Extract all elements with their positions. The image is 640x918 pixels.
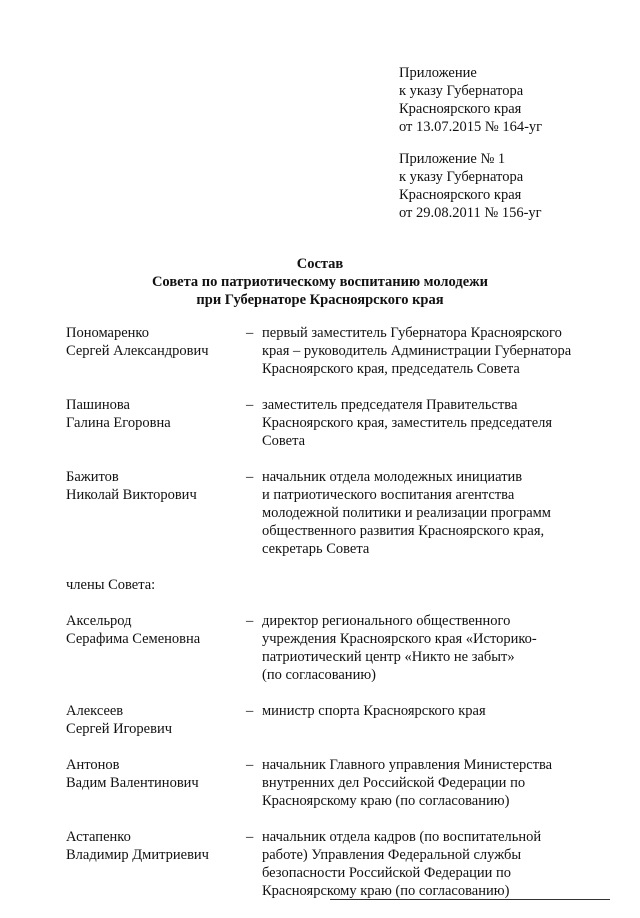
title-line: при Губернаторе Красноярского края (196, 292, 444, 308)
dash-separator: – (246, 829, 254, 845)
member-name (66, 324, 246, 378)
position-line: края – руководитель Администрации Губернатора (262, 343, 572, 359)
member-name (66, 828, 246, 900)
member-entry (66, 756, 626, 810)
position-line: начальник Главного управления Министерства (262, 757, 553, 773)
position-line: начальник отдела кадров (по воспитательной (262, 829, 542, 845)
member-entry (66, 396, 626, 450)
position-line: начальник отдела молодежных инициатив (262, 469, 523, 485)
appendix-line: Красноярского края (399, 101, 522, 117)
position-line: секретарь Совета (262, 541, 370, 557)
appendix-line: от 13.07.2015 № 164-уг (399, 119, 543, 135)
appendix-line: Красноярского края (399, 187, 522, 203)
position-line: молодежной политики и реализации программ (262, 505, 551, 521)
member-position (262, 756, 562, 810)
appendix-line: к указу Губернатора (399, 83, 524, 99)
scan-edge-line (330, 899, 610, 900)
position-line: министр спорта Красноярского края (262, 703, 486, 719)
position-line: Красноярского края, заместитель председателя (262, 415, 553, 431)
member-name (66, 702, 246, 738)
member-surname: Пономаренко (66, 325, 149, 341)
position-line: Красноярскому краю (по согласованию) (262, 793, 510, 809)
position-line: Красноярского края, председатель Совета (262, 361, 520, 377)
position-line: Совета (262, 433, 306, 449)
member-given-name: Владимир Дмитриевич (66, 847, 209, 863)
member-given-name: Сергей Александрович (66, 343, 209, 359)
member-given-name: Николай Викторович (66, 487, 197, 503)
member-surname: Алексеев (66, 703, 124, 719)
title-line: Совета по патриотическому воспитанию молодежи (151, 274, 489, 290)
member-entry (66, 702, 626, 738)
position-line: заместитель председателя Правительства (262, 397, 518, 413)
position-line: и патриотического воспитания агентства (262, 487, 515, 503)
members-section-label: члены Совета: (66, 577, 156, 593)
appendix-line: к указу Губернатора (399, 169, 524, 185)
member-given-name: Вадим Валентинович (66, 775, 199, 791)
appendix-line: от 29.08.2011 № 156-уг (399, 205, 542, 221)
member-entry (66, 324, 626, 378)
member-surname: Астапенко (66, 829, 131, 845)
member-entry (66, 468, 626, 558)
council-composition-list (66, 324, 626, 918)
member-entry (66, 828, 626, 900)
member-given-name: Серафима Семеновна (66, 631, 201, 647)
member-position (262, 324, 572, 378)
dash-separator: – (246, 757, 254, 773)
dash-separator: – (246, 703, 254, 719)
position-line: учреждения Красноярского края «Историко- (262, 631, 537, 647)
dash-separator: – (246, 613, 254, 629)
position-line: Красноярскому краю (по согласованию) (262, 883, 510, 899)
appendix-block-current (399, 64, 629, 136)
member-position (262, 396, 562, 450)
position-line: работе) Управления Федеральной службы (262, 847, 522, 863)
member-surname: Пашинова (66, 397, 130, 413)
dash-separator: – (246, 325, 254, 341)
member-position (262, 702, 562, 738)
position-line: первый заместитель Губернатора Красноярского (262, 325, 562, 341)
member-surname: Бажитов (66, 469, 119, 485)
member-name (66, 612, 246, 684)
document-title (0, 255, 640, 309)
member-position (262, 468, 562, 558)
title-line: Состав (296, 256, 344, 272)
appendix-block-original (399, 150, 629, 222)
member-surname: Антонов (66, 757, 120, 773)
appendix-line: Приложение (399, 65, 477, 81)
member-position (262, 828, 562, 900)
position-line: внутренних дел Российской Федерации по (262, 775, 526, 791)
dash-separator: – (246, 469, 254, 485)
position-line: безопасности Российской Федерации по (262, 865, 512, 881)
appendix-line: Приложение № 1 (399, 151, 506, 167)
dash-separator: – (246, 397, 254, 413)
member-position (262, 612, 562, 684)
member-given-name: Галина Егоровна (66, 415, 171, 431)
member-surname: Аксельрод (66, 613, 132, 629)
position-line: общественного развития Красноярского края, (262, 523, 545, 539)
member-given-name: Сергей Игоревич (66, 721, 173, 737)
position-line: патриотический центр «Никто не забыт» (262, 649, 515, 665)
position-line: директор регионального общественного (262, 613, 511, 629)
member-entry (66, 612, 626, 684)
member-name (66, 468, 246, 558)
member-name (66, 756, 246, 810)
member-name (66, 396, 246, 450)
position-line: (по согласованию) (262, 667, 376, 683)
